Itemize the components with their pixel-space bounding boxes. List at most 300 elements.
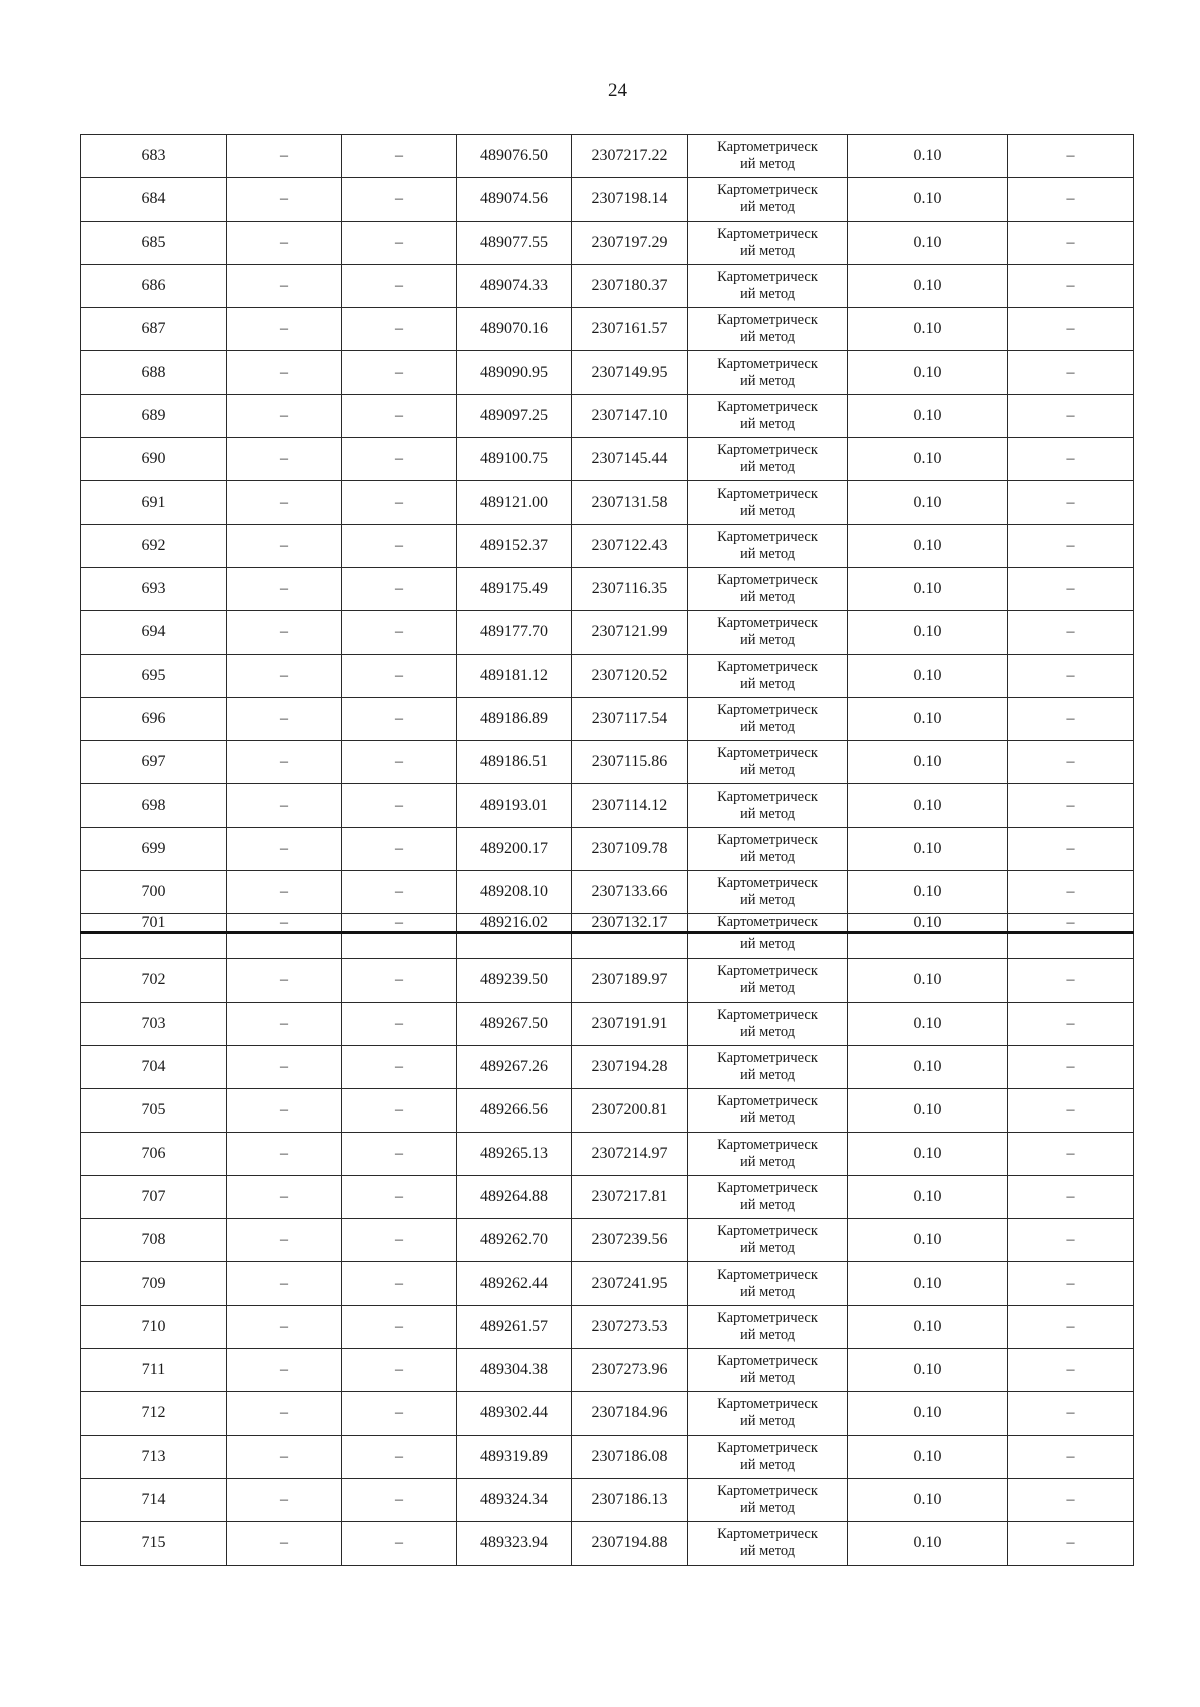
empty-cell: – bbox=[1008, 1349, 1134, 1392]
method-cell bbox=[688, 914, 848, 933]
empty-cell: – bbox=[342, 1045, 457, 1088]
point-number: 684 bbox=[81, 178, 227, 221]
empty-cell: – bbox=[1008, 481, 1134, 524]
method-cell bbox=[688, 784, 848, 827]
x-coordinate: 489261.57 bbox=[457, 1305, 572, 1348]
point-number: 713 bbox=[81, 1435, 227, 1478]
method-line-1: Картометрическ bbox=[717, 528, 818, 545]
accuracy: 0.10 bbox=[848, 1002, 1008, 1045]
x-coordinate: 489302.44 bbox=[457, 1392, 572, 1435]
empty-cell: – bbox=[1008, 611, 1134, 654]
empty-cell: – bbox=[1008, 1522, 1134, 1565]
blank-cell bbox=[457, 933, 572, 959]
empty-cell: – bbox=[1008, 524, 1134, 567]
method-line-2: ий метод bbox=[739, 1110, 796, 1127]
empty-cell: – bbox=[342, 1002, 457, 1045]
y-coordinate: 2307186.08 bbox=[572, 1435, 688, 1478]
method-cell bbox=[688, 1002, 848, 1045]
empty-cell: – bbox=[1008, 1132, 1134, 1175]
table-row-continuation bbox=[81, 933, 1134, 959]
method-cell bbox=[688, 1349, 848, 1392]
point-number: 698 bbox=[81, 784, 227, 827]
table-row bbox=[81, 221, 1134, 264]
point-number: 695 bbox=[81, 654, 227, 697]
empty-cell: – bbox=[1008, 697, 1134, 740]
empty-cell: – bbox=[227, 567, 342, 610]
method-line-2: ий метод bbox=[739, 1067, 796, 1084]
blank-cell bbox=[848, 933, 1008, 959]
x-coordinate: 489208.10 bbox=[457, 871, 572, 914]
method-line-2: ий метод bbox=[739, 675, 796, 692]
x-coordinate: 489323.94 bbox=[457, 1522, 572, 1565]
y-coordinate: 2307149.95 bbox=[572, 351, 688, 394]
point-number: 708 bbox=[81, 1219, 227, 1262]
method-cell bbox=[688, 264, 848, 307]
accuracy: 0.10 bbox=[848, 351, 1008, 394]
accuracy: 0.10 bbox=[848, 654, 1008, 697]
empty-cell: – bbox=[227, 1349, 342, 1392]
method-cell bbox=[688, 871, 848, 914]
method-cell bbox=[688, 1132, 848, 1175]
accuracy: 0.10 bbox=[848, 1089, 1008, 1132]
empty-cell: – bbox=[227, 178, 342, 221]
y-coordinate: 2307121.99 bbox=[572, 611, 688, 654]
method-line-2: ий метод bbox=[739, 1240, 796, 1257]
method-cell bbox=[688, 827, 848, 870]
table-row bbox=[81, 914, 1134, 933]
method-cell bbox=[688, 1262, 848, 1305]
x-coordinate: 489074.56 bbox=[457, 178, 572, 221]
method-line-2: ий метод bbox=[739, 242, 796, 259]
empty-cell: – bbox=[1008, 308, 1134, 351]
point-number: 683 bbox=[81, 135, 227, 178]
empty-cell: – bbox=[1008, 567, 1134, 610]
y-coordinate: 2307145.44 bbox=[572, 438, 688, 481]
accuracy: 0.10 bbox=[848, 1132, 1008, 1175]
coordinates-table bbox=[80, 134, 1134, 1566]
method-line-1: Картометрическ bbox=[717, 225, 818, 242]
method-line-2: ий метод bbox=[739, 502, 796, 519]
empty-cell: – bbox=[1008, 1219, 1134, 1262]
empty-cell: – bbox=[227, 959, 342, 1002]
x-coordinate: 489264.88 bbox=[457, 1175, 572, 1218]
y-coordinate: 2307217.22 bbox=[572, 135, 688, 178]
x-coordinate: 489267.50 bbox=[457, 1002, 572, 1045]
blank-cell bbox=[81, 933, 227, 959]
accuracy: 0.10 bbox=[848, 135, 1008, 178]
x-coordinate: 489266.56 bbox=[457, 1089, 572, 1132]
method-line-2: ий метод bbox=[739, 415, 796, 432]
empty-cell: – bbox=[227, 524, 342, 567]
method-cell bbox=[688, 1305, 848, 1348]
table-row bbox=[81, 438, 1134, 481]
method-line-1: Картометрическ bbox=[717, 139, 818, 156]
method-line-1: Картометрическ bbox=[717, 702, 818, 718]
empty-cell: – bbox=[1008, 654, 1134, 697]
method-line-1: Картометрическ bbox=[717, 1353, 818, 1370]
method-cell bbox=[688, 654, 848, 697]
empty-cell: – bbox=[342, 1262, 457, 1305]
y-coordinate: 2307189.97 bbox=[572, 959, 688, 1002]
point-number: 702 bbox=[81, 959, 227, 1002]
accuracy: 0.10 bbox=[848, 827, 1008, 870]
empty-cell: – bbox=[227, 1175, 342, 1218]
method-line-1: Картометрическ bbox=[717, 963, 818, 980]
point-number: 703 bbox=[81, 1002, 227, 1045]
empty-cell: – bbox=[227, 1262, 342, 1305]
accuracy: 0.10 bbox=[848, 221, 1008, 264]
empty-cell: – bbox=[227, 135, 342, 178]
table-row bbox=[81, 308, 1134, 351]
empty-cell: – bbox=[342, 827, 457, 870]
empty-cell: – bbox=[342, 178, 457, 221]
method-line-1: Картометрическ bbox=[717, 1136, 818, 1153]
y-coordinate: 2307239.56 bbox=[572, 1219, 688, 1262]
empty-cell: – bbox=[227, 394, 342, 437]
y-coordinate: 2307180.37 bbox=[572, 264, 688, 307]
x-coordinate: 489265.13 bbox=[457, 1132, 572, 1175]
x-coordinate: 489100.75 bbox=[457, 438, 572, 481]
method-line-2: ий метод bbox=[739, 1413, 796, 1430]
table-row bbox=[81, 1349, 1134, 1392]
empty-cell: – bbox=[227, 1219, 342, 1262]
method-line-2: ий метод bbox=[739, 980, 796, 997]
x-coordinate: 489319.89 bbox=[457, 1435, 572, 1478]
y-coordinate: 2307115.86 bbox=[572, 741, 688, 784]
empty-cell: – bbox=[227, 611, 342, 654]
empty-cell: – bbox=[227, 697, 342, 740]
empty-cell: – bbox=[1008, 959, 1134, 1002]
accuracy: 0.10 bbox=[848, 1435, 1008, 1478]
method-cell bbox=[688, 567, 848, 610]
empty-cell: – bbox=[342, 914, 457, 933]
empty-cell: – bbox=[342, 567, 457, 610]
accuracy: 0.10 bbox=[848, 1522, 1008, 1565]
empty-cell: – bbox=[342, 394, 457, 437]
y-coordinate: 2307198.14 bbox=[572, 178, 688, 221]
empty-cell: – bbox=[227, 871, 342, 914]
method-line-2: ий метод bbox=[739, 156, 796, 173]
empty-cell: – bbox=[342, 741, 457, 784]
empty-cell: – bbox=[227, 1002, 342, 1045]
empty-cell: – bbox=[227, 654, 342, 697]
empty-cell: – bbox=[342, 308, 457, 351]
method-line-2: ий метод bbox=[739, 892, 796, 909]
method-line-2: ий метод bbox=[739, 848, 796, 865]
accuracy: 0.10 bbox=[848, 394, 1008, 437]
empty-cell: – bbox=[1008, 394, 1134, 437]
accuracy: 0.10 bbox=[848, 1478, 1008, 1521]
method-line-1: Картометрическ bbox=[717, 182, 818, 199]
method-cell bbox=[688, 1175, 848, 1218]
empty-cell: – bbox=[1008, 871, 1134, 914]
empty-cell: – bbox=[342, 1305, 457, 1348]
method-cell bbox=[688, 438, 848, 481]
method-line-2: ий метод bbox=[739, 589, 796, 606]
empty-cell: – bbox=[1008, 438, 1134, 481]
empty-cell: – bbox=[1008, 351, 1134, 394]
empty-cell: – bbox=[227, 1045, 342, 1088]
method-line-2: ий метод bbox=[739, 1543, 796, 1560]
method-line-2: ий метод bbox=[739, 372, 796, 389]
empty-cell: – bbox=[227, 914, 342, 933]
method-line-1: Картометрическ bbox=[717, 442, 818, 459]
empty-cell: – bbox=[1008, 1392, 1134, 1435]
point-number: 697 bbox=[81, 741, 227, 784]
table-row bbox=[81, 654, 1134, 697]
empty-cell: – bbox=[227, 827, 342, 870]
method-line-1: Картометрическ bbox=[717, 398, 818, 415]
accuracy: 0.10 bbox=[848, 567, 1008, 610]
point-number: 701 bbox=[81, 914, 227, 933]
method-line-1: Картометрическ bbox=[717, 1266, 818, 1283]
point-number: 687 bbox=[81, 308, 227, 351]
empty-cell: – bbox=[342, 221, 457, 264]
accuracy: 0.10 bbox=[848, 1219, 1008, 1262]
empty-cell: – bbox=[342, 264, 457, 307]
x-coordinate: 489186.51 bbox=[457, 741, 572, 784]
x-coordinate: 489186.89 bbox=[457, 697, 572, 740]
blank-cell bbox=[227, 933, 342, 959]
empty-cell: – bbox=[1008, 741, 1134, 784]
point-number: 711 bbox=[81, 1349, 227, 1392]
method-line-2: ий метод bbox=[688, 933, 848, 959]
table-row bbox=[81, 524, 1134, 567]
empty-cell: – bbox=[227, 784, 342, 827]
method-line-1: Картометрическ bbox=[717, 1396, 818, 1413]
method-line-1: Картометрическ bbox=[717, 1439, 818, 1456]
x-coordinate: 489181.12 bbox=[457, 654, 572, 697]
method-cell bbox=[688, 135, 848, 178]
table-row bbox=[81, 697, 1134, 740]
point-number: 696 bbox=[81, 697, 227, 740]
empty-cell: – bbox=[342, 654, 457, 697]
point-number: 714 bbox=[81, 1478, 227, 1521]
point-number: 707 bbox=[81, 1175, 227, 1218]
empty-cell: – bbox=[1008, 1045, 1134, 1088]
empty-cell: – bbox=[342, 871, 457, 914]
table-row bbox=[81, 178, 1134, 221]
x-coordinate: 489152.37 bbox=[457, 524, 572, 567]
accuracy: 0.10 bbox=[848, 1349, 1008, 1392]
empty-cell: – bbox=[342, 135, 457, 178]
table-row bbox=[81, 611, 1134, 654]
method-cell bbox=[688, 394, 848, 437]
empty-cell: – bbox=[227, 1522, 342, 1565]
point-number: 692 bbox=[81, 524, 227, 567]
empty-cell: – bbox=[227, 1305, 342, 1348]
method-line-2: ий метод bbox=[739, 1023, 796, 1040]
empty-cell: – bbox=[1008, 1435, 1134, 1478]
blank-cell bbox=[1008, 933, 1134, 959]
empty-cell: – bbox=[227, 1478, 342, 1521]
method-line-1: Картометрическ bbox=[717, 269, 818, 286]
method-cell bbox=[688, 221, 848, 264]
method-line-1: Картометрическ bbox=[717, 1050, 818, 1067]
empty-cell: – bbox=[227, 741, 342, 784]
x-coordinate: 489076.50 bbox=[457, 135, 572, 178]
table-row bbox=[81, 264, 1134, 307]
method-cell bbox=[688, 1089, 848, 1132]
table-row bbox=[81, 481, 1134, 524]
table-row bbox=[81, 1132, 1134, 1175]
x-coordinate: 489304.38 bbox=[457, 1349, 572, 1392]
table-row bbox=[81, 741, 1134, 784]
accuracy: 0.10 bbox=[848, 784, 1008, 827]
method-cell bbox=[688, 1522, 848, 1565]
empty-cell: – bbox=[342, 1435, 457, 1478]
y-coordinate: 2307191.91 bbox=[572, 1002, 688, 1045]
x-coordinate: 489121.00 bbox=[457, 481, 572, 524]
point-number: 691 bbox=[81, 481, 227, 524]
y-coordinate: 2307117.54 bbox=[572, 697, 688, 740]
table-row bbox=[81, 1002, 1134, 1045]
accuracy: 0.10 bbox=[848, 481, 1008, 524]
y-coordinate: 2307241.95 bbox=[572, 1262, 688, 1305]
empty-cell: – bbox=[1008, 1002, 1134, 1045]
empty-cell: – bbox=[342, 524, 457, 567]
table-row bbox=[81, 351, 1134, 394]
table-row bbox=[81, 135, 1134, 178]
method-line-2: ий метод bbox=[739, 329, 796, 346]
empty-cell: – bbox=[227, 264, 342, 307]
y-coordinate: 2307120.52 bbox=[572, 654, 688, 697]
y-coordinate: 2307131.58 bbox=[572, 481, 688, 524]
method-cell bbox=[688, 1392, 848, 1435]
table-row bbox=[81, 1175, 1134, 1218]
empty-cell: – bbox=[1008, 1305, 1134, 1348]
empty-cell: – bbox=[1008, 784, 1134, 827]
method-line-1: Картометрическ bbox=[717, 1223, 818, 1240]
method-line-2: ий метод bbox=[739, 459, 796, 476]
x-coordinate: 489070.16 bbox=[457, 308, 572, 351]
method-cell bbox=[688, 1219, 848, 1262]
empty-cell: – bbox=[227, 351, 342, 394]
method-line-1: Картометрическ bbox=[717, 485, 818, 502]
table-row bbox=[81, 1478, 1134, 1521]
accuracy: 0.10 bbox=[848, 524, 1008, 567]
x-coordinate: 489175.49 bbox=[457, 567, 572, 610]
accuracy: 0.10 bbox=[848, 178, 1008, 221]
empty-cell: – bbox=[342, 1175, 457, 1218]
accuracy: 0.10 bbox=[848, 871, 1008, 914]
x-coordinate: 489267.26 bbox=[457, 1045, 572, 1088]
method-line-1: Картометрическ bbox=[717, 615, 818, 632]
empty-cell: – bbox=[227, 221, 342, 264]
accuracy: 0.10 bbox=[848, 697, 1008, 740]
method-cell bbox=[688, 741, 848, 784]
x-coordinate: 489193.01 bbox=[457, 784, 572, 827]
empty-cell: – bbox=[342, 1349, 457, 1392]
empty-cell: – bbox=[1008, 135, 1134, 178]
empty-cell: – bbox=[342, 1219, 457, 1262]
method-cell bbox=[688, 481, 848, 524]
empty-cell: – bbox=[342, 1089, 457, 1132]
table-row bbox=[81, 1045, 1134, 1088]
method-cell bbox=[688, 178, 848, 221]
table-row bbox=[81, 1435, 1134, 1478]
table-row bbox=[81, 567, 1134, 610]
accuracy: 0.10 bbox=[848, 1175, 1008, 1218]
empty-cell: – bbox=[227, 1132, 342, 1175]
x-coordinate: 489097.25 bbox=[457, 394, 572, 437]
method-line-2: ий метод bbox=[739, 199, 796, 216]
method-line-2: ий метод bbox=[739, 1196, 796, 1213]
method-line-2: ий метод bbox=[739, 1326, 796, 1343]
method-line-2: ий метод bbox=[739, 1370, 796, 1387]
method-cell bbox=[688, 611, 848, 654]
accuracy: 0.10 bbox=[848, 914, 1008, 933]
method-line-1: Картометрическ bbox=[717, 875, 818, 892]
method-line-1: Картометрическ bbox=[717, 355, 818, 372]
empty-cell: – bbox=[342, 611, 457, 654]
empty-cell: – bbox=[342, 438, 457, 481]
empty-cell: – bbox=[1008, 264, 1134, 307]
y-coordinate: 2307114.12 bbox=[572, 784, 688, 827]
y-coordinate: 2307273.53 bbox=[572, 1305, 688, 1348]
x-coordinate: 489074.33 bbox=[457, 264, 572, 307]
x-coordinate: 489200.17 bbox=[457, 827, 572, 870]
empty-cell: – bbox=[227, 308, 342, 351]
method-line-2: ий метод bbox=[739, 1283, 796, 1300]
point-number: 712 bbox=[81, 1392, 227, 1435]
y-coordinate: 2307147.10 bbox=[572, 394, 688, 437]
x-coordinate: 489216.02 bbox=[457, 914, 572, 933]
x-coordinate: 489077.55 bbox=[457, 221, 572, 264]
accuracy: 0.10 bbox=[848, 611, 1008, 654]
method-cell bbox=[688, 308, 848, 351]
method-line-1: Картометрическ bbox=[717, 572, 818, 589]
y-coordinate: 2307116.35 bbox=[572, 567, 688, 610]
empty-cell: – bbox=[342, 784, 457, 827]
point-number: 689 bbox=[81, 394, 227, 437]
method-cell bbox=[688, 1478, 848, 1521]
empty-cell: – bbox=[1008, 178, 1134, 221]
x-coordinate: 489262.44 bbox=[457, 1262, 572, 1305]
page-number: 24 bbox=[608, 80, 627, 101]
y-coordinate: 2307194.28 bbox=[572, 1045, 688, 1088]
empty-cell: – bbox=[342, 1522, 457, 1565]
method-line-2: ий метод bbox=[739, 286, 796, 303]
method-line-1: Картометрическ bbox=[717, 1006, 818, 1023]
y-coordinate: 2307132.17 bbox=[572, 914, 688, 933]
table-row bbox=[81, 784, 1134, 827]
empty-cell: – bbox=[227, 1089, 342, 1132]
y-coordinate: 2307161.57 bbox=[572, 308, 688, 351]
table-row bbox=[81, 1089, 1134, 1132]
accuracy: 0.10 bbox=[848, 438, 1008, 481]
empty-cell: – bbox=[342, 481, 457, 524]
y-coordinate: 2307109.78 bbox=[572, 827, 688, 870]
point-number: 685 bbox=[81, 221, 227, 264]
y-coordinate: 2307273.96 bbox=[572, 1349, 688, 1392]
method-line-1: Картометрическ bbox=[717, 831, 818, 848]
accuracy: 0.10 bbox=[848, 1305, 1008, 1348]
empty-cell: – bbox=[342, 1392, 457, 1435]
table-row bbox=[81, 1219, 1134, 1262]
method-line-1: Картометрическ bbox=[717, 1526, 818, 1543]
point-number: 699 bbox=[81, 827, 227, 870]
method-line-1: Картометрическ bbox=[717, 1483, 818, 1500]
point-number: 704 bbox=[81, 1045, 227, 1088]
blank-cell bbox=[342, 933, 457, 959]
point-number: 694 bbox=[81, 611, 227, 654]
y-coordinate: 2307186.13 bbox=[572, 1478, 688, 1521]
y-coordinate: 2307200.81 bbox=[572, 1089, 688, 1132]
accuracy: 0.10 bbox=[848, 1262, 1008, 1305]
point-number: 710 bbox=[81, 1305, 227, 1348]
table-row bbox=[81, 871, 1134, 914]
